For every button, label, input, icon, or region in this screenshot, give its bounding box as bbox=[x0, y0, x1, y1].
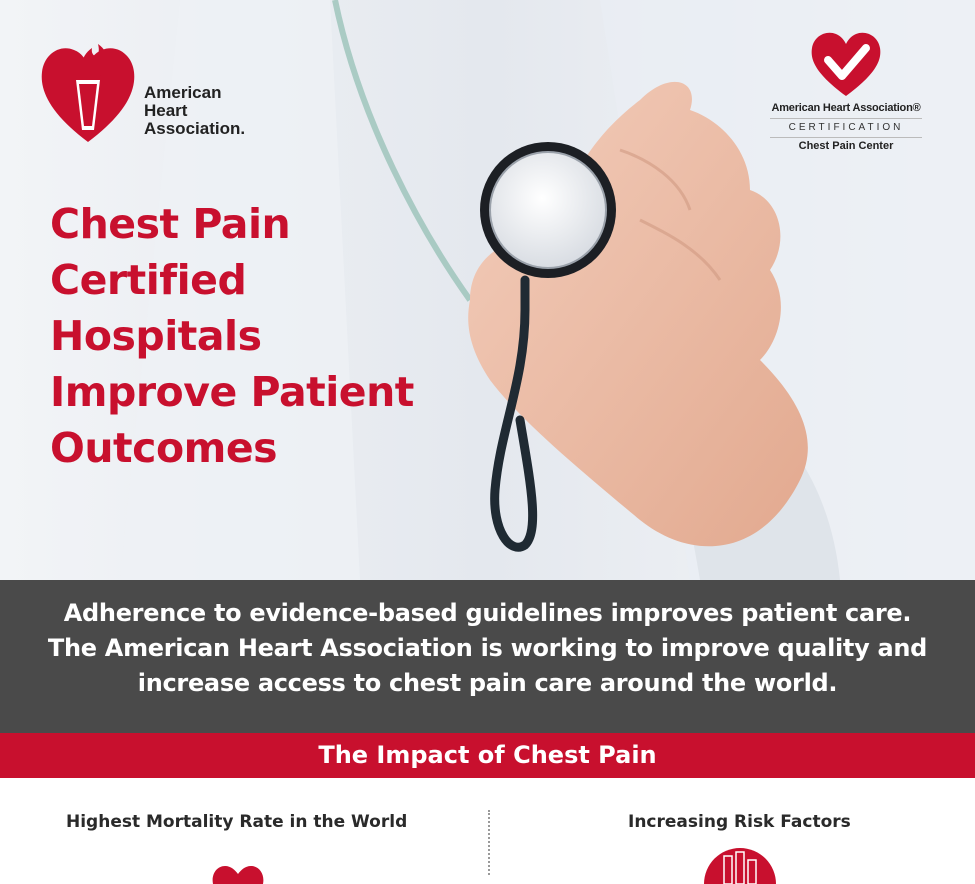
headline-line: Hospitals bbox=[50, 312, 262, 360]
intro-line: increase access to chest pain care around the world. bbox=[137, 669, 838, 697]
cert-org-name: American Heart Association® bbox=[771, 102, 921, 114]
heart-icon bbox=[203, 864, 273, 884]
intro-band bbox=[0, 580, 975, 733]
intro-line: Adherence to evidence-based guidelines improves patient care. bbox=[63, 599, 912, 627]
risk-factors-icon bbox=[702, 844, 778, 884]
column-title-risk-factors: Increasing Risk Factors bbox=[628, 812, 851, 832]
column-divider bbox=[488, 810, 490, 875]
cert-divider bbox=[770, 118, 922, 119]
logo-org-name-line: Heart bbox=[144, 101, 188, 120]
column-title-mortality: Highest Mortality Rate in the World bbox=[66, 812, 408, 832]
logo-org-name-line: American bbox=[144, 83, 222, 102]
headline-line: Improve Patient bbox=[50, 368, 414, 416]
intro-text bbox=[20, 596, 955, 701]
headline-line: Chest Pain bbox=[50, 200, 291, 248]
heart-check-icon bbox=[808, 30, 884, 98]
certification-badge bbox=[762, 30, 930, 160]
heart-torch-logo-icon bbox=[38, 34, 138, 150]
cert-label: CERTIFICATION bbox=[788, 122, 904, 133]
hero-headline bbox=[50, 196, 470, 476]
impact-columns bbox=[0, 778, 975, 875]
cert-program: Chest Pain Center bbox=[798, 140, 894, 152]
intro-line: The American Heart Association is working to improve quality and bbox=[47, 634, 928, 662]
headline-line: Outcomes bbox=[50, 424, 278, 472]
impact-title: The Impact of Chest Pain bbox=[318, 741, 657, 769]
aha-logo[interactable] bbox=[38, 34, 278, 154]
logo-org-name-line: Association. bbox=[144, 119, 246, 138]
cert-divider bbox=[770, 137, 922, 138]
impact-title-bar bbox=[0, 733, 975, 778]
headline-line: Certified bbox=[50, 256, 247, 304]
logo-org-name bbox=[144, 84, 245, 138]
